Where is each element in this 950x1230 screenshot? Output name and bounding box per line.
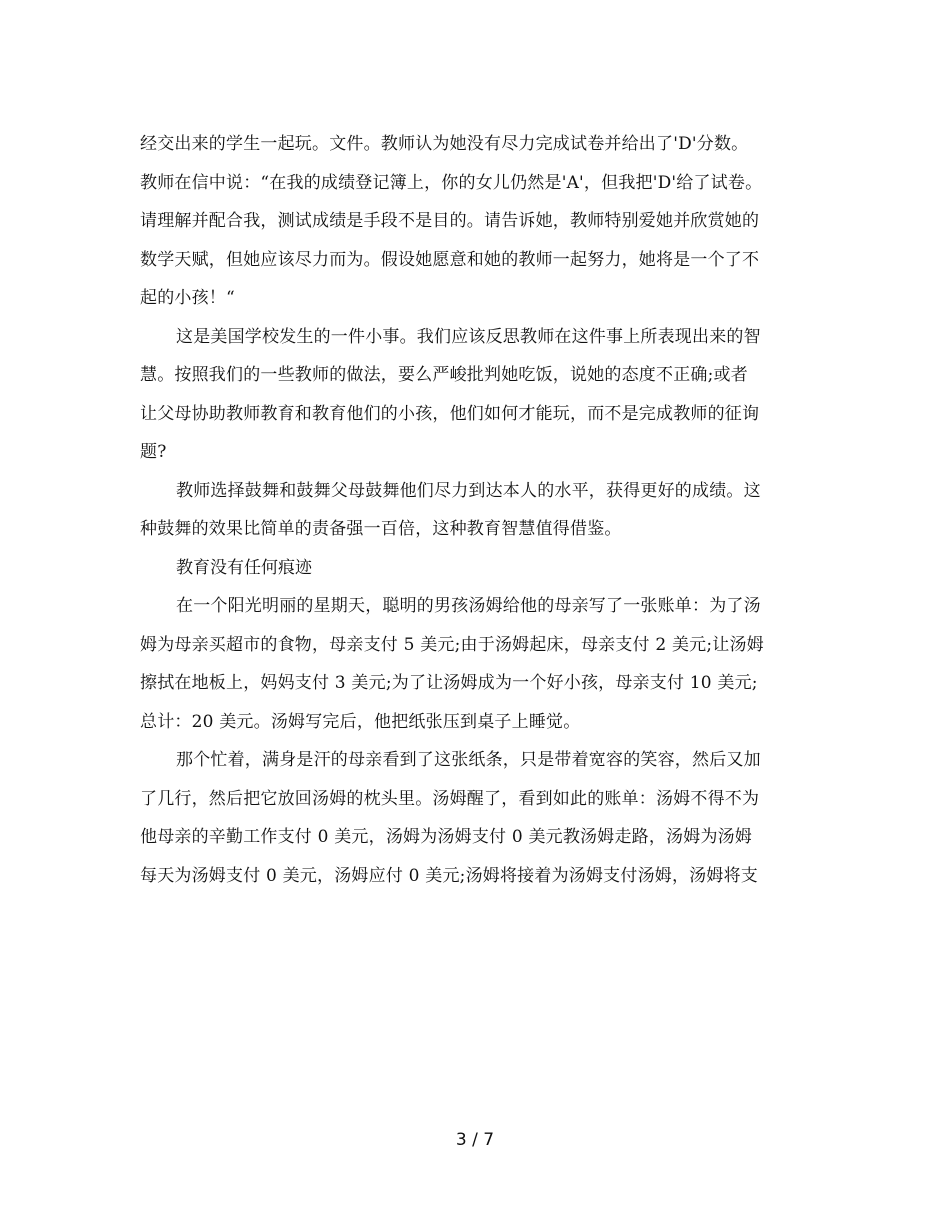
text-line: 经交出来的学生一起玩。文件。教师认为她没有尽力完成试卷并给出了'D'分数。 [140,134,749,154]
text-line: 请理解并配合我，测试成绩是手段不是目的。请告诉她，教师特别爱她并欣赏她的 [140,211,760,231]
text-line: 姆为母亲买超市的食物，母亲支付 5 美元;由于汤姆起床，母亲支付 2 美元;让汤姆 [140,634,764,655]
text-line: 这是美国学校发生的一件小事。我们应该反思教师在这件事上所表现出来的智 [176,326,761,347]
paragraph-reflection [140,318,822,472]
paragraph-continued [140,125,822,318]
text-line: 那个忙着，满身是汗的母亲看到了这张纸条，只是带着宽容的笑容，然后又加 [176,750,761,770]
section-heading: 教育没有任何痕迹 [176,557,312,578]
text-line: 擦拭在地板上，妈妈支付 3 美元;为了让汤姆成为一个好小孩，母亲支付 10 美元; [140,673,758,693]
text-line: 慧。按照我们的一些教师的做法，要么严峻批判她吃饭，说她的态度不正确;或者 [140,365,748,385]
document-body [140,125,822,895]
paragraph-mother-reply [140,741,822,895]
text-line: 种鼓舞的效果比简单的责备强一百倍，这种教育智慧值得借鉴。 [140,519,622,539]
text-line: 他母亲的辛勤工作支付 0 美元，汤姆为汤姆支付 0 美元教汤姆走路，汤姆为汤姆 [140,827,753,847]
page-number: 3 / 7 [455,1130,495,1150]
paragraph-encouragement [140,472,822,549]
text-line: 教师在信中说：“在我的成绩登记簿上，你的女儿仍然是'A'，但我把'D'给了试卷。 [140,172,763,193]
text-line: 让父母协助教师教育和教育他们的小孩，他们如何才能玩，而不是完成教师的征询 [140,403,760,424]
text-line: 在一个阳光明丽的星期天，聪明的男孩汤姆给他的母亲写了一张账单：为了汤 [176,596,761,616]
paragraph-tom-bill [140,587,822,741]
text-line: 总计：20 美元。汤姆写完后，他把纸张压到桌子上睡觉。 [140,711,581,732]
text-line: 数学天赋，但她应该尽力而为。假设她愿意和她的教师一起努力，她将是一个了不 [140,249,760,270]
text-line: 每天为汤姆支付 0 美元，汤姆应付 0 美元;汤姆将接着为汤姆支付汤姆，汤姆将支 [140,865,758,886]
text-line: 题? [140,442,167,462]
text-line: 起的小孩！“ [140,288,235,308]
text-line: 了几行，然后把它放回汤姆的枕头里。汤姆醒了，看到如此的账单：汤姆不得不为 [140,788,760,809]
text-line: 教师选择鼓舞和鼓舞父母鼓舞他们尽力到达本人的水平，获得更好的成绩。这 [176,480,761,501]
